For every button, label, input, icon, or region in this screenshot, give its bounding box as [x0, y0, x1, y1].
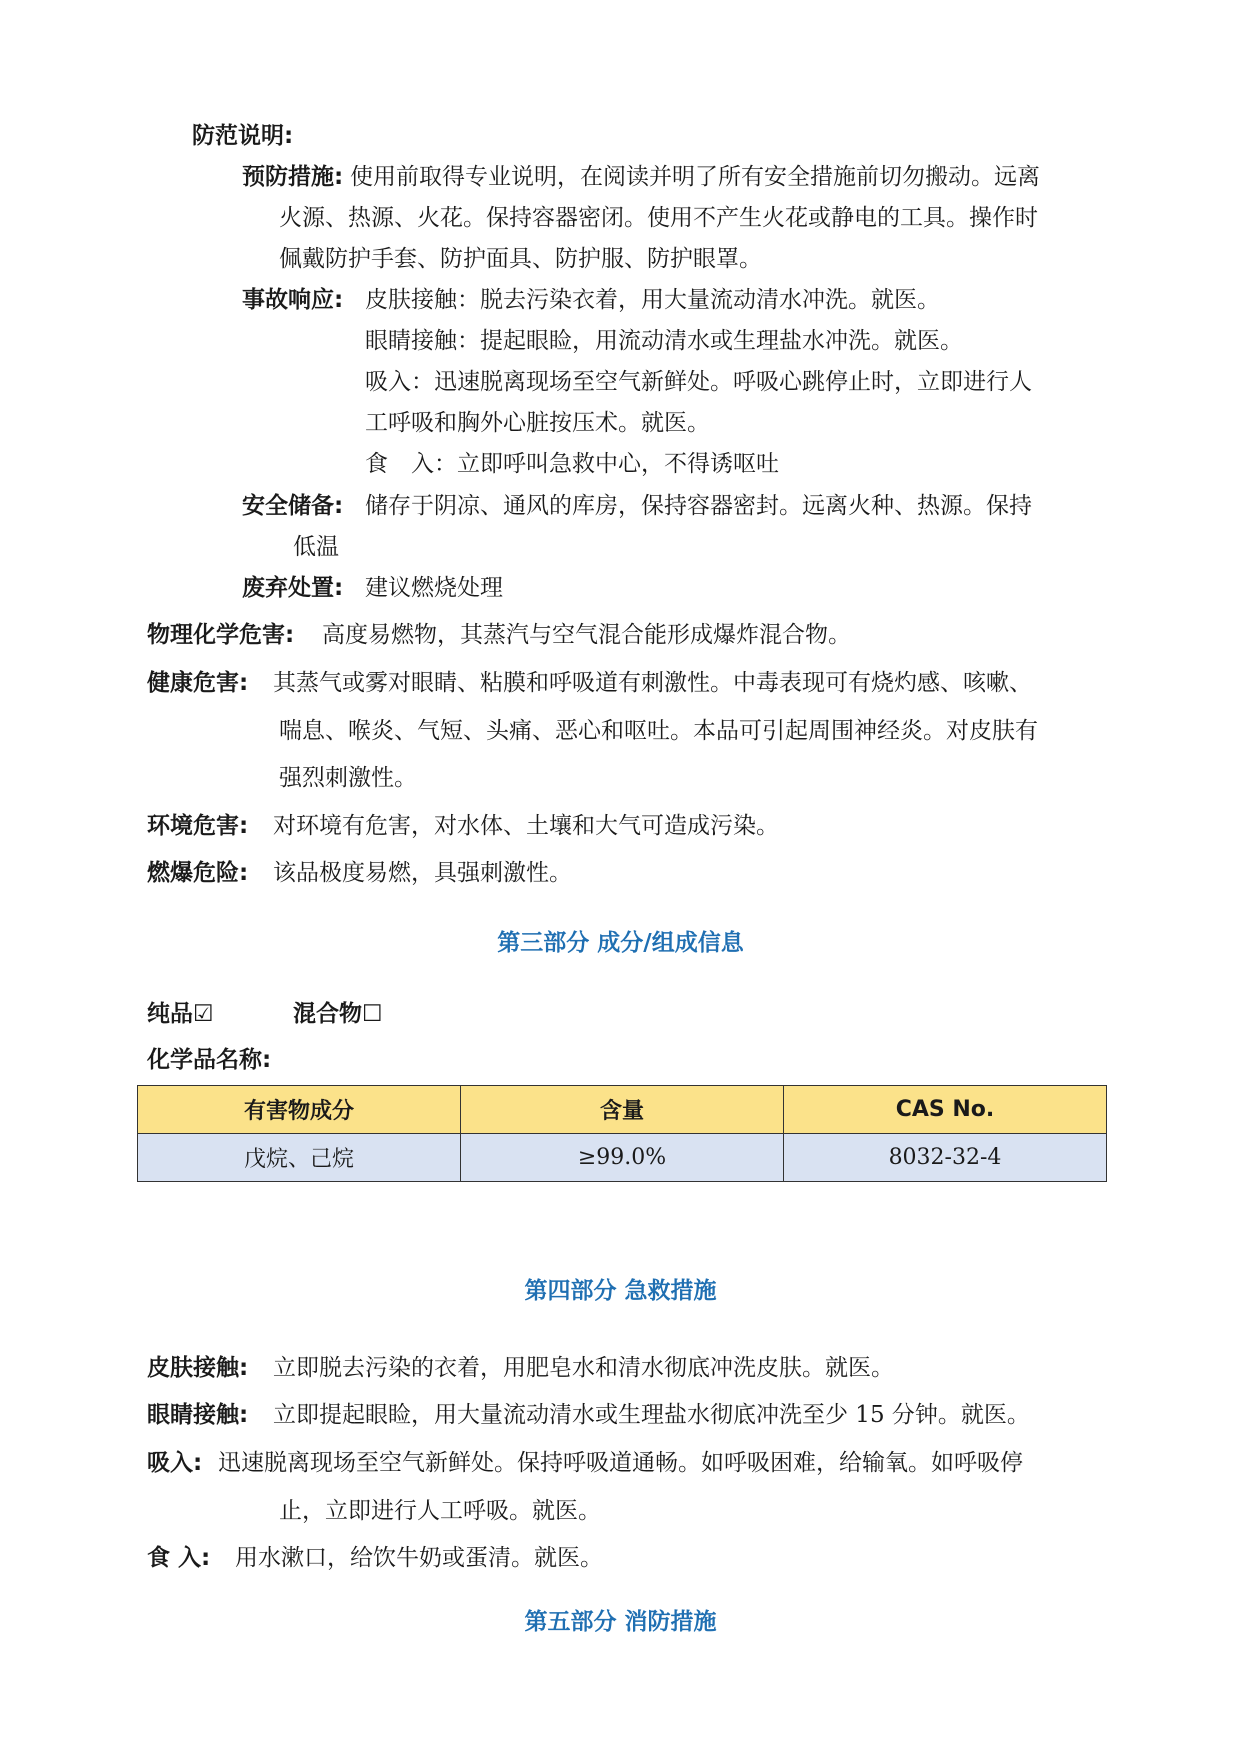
- table-header-cell: 含量: [461, 1086, 784, 1134]
- skin-contact-label: 皮肤接触:: [147, 1355, 249, 1381]
- prevention-label: 预防措施:: [242, 164, 344, 190]
- inhalation-label: 吸入:: [147, 1450, 203, 1476]
- table-header-cell: CAS No.: [784, 1086, 1107, 1134]
- response-label: 事故响应:: [242, 287, 344, 313]
- prevention-line: 使用前取得专业说明，在阅读并明了所有安全措施前切勿搬动。远离: [350, 164, 1040, 190]
- disposal-label: 废弃处置:: [242, 575, 344, 601]
- response-line: 食 入：立即呼叫急救中心，不得诱呕吐: [365, 451, 779, 477]
- table-header-cell: 有害物成分: [138, 1086, 461, 1134]
- section3-heading: 第三部分 成分/组成信息: [497, 930, 744, 956]
- section4-heading: 第四部分 急救措施: [524, 1278, 717, 1304]
- physchem-text: 高度易燃物，其蒸汽与空气混合能形成爆炸混合物。: [322, 622, 851, 648]
- response-line: 工呼吸和胸外心脏按压术。就医。: [365, 410, 710, 436]
- prevention-line: 火源、热源、火花。保持容器密闭。使用不产生火花或静电的工具。操作时: [279, 205, 1038, 231]
- response-line: 吸入：迅速脱离现场至空气新鲜处。呼吸心跳停止时，立即进行人: [365, 369, 1032, 395]
- precautions-title: 防范说明:: [192, 123, 294, 149]
- prevention-line: 佩戴防护手套、防护面具、防护服、防护眼罩。: [279, 246, 762, 272]
- table-cell: 戊烷、己烷: [138, 1134, 461, 1182]
- section5-heading: 第五部分 消防措施: [524, 1609, 717, 1635]
- composition-table: [137, 1085, 1107, 1182]
- table-row: [138, 1134, 1107, 1182]
- fire-text: 该品极度易燃，具强刺激性。: [273, 860, 572, 886]
- table-cell: 8032-32-4: [784, 1134, 1107, 1182]
- inhalation-line: 止，立即进行人工呼吸。就医。: [279, 1498, 601, 1524]
- health-label: 健康危害:: [147, 670, 249, 696]
- ingestion-label: 食 入:: [147, 1545, 211, 1571]
- env-label: 环境危害:: [147, 813, 249, 839]
- response-line: 皮肤接触：脱去污染衣着，用大量流动清水冲洗。就医。: [365, 287, 940, 313]
- disposal-text: 建议燃烧处理: [365, 575, 503, 601]
- pure-substance-label: 纯品☑: [147, 1001, 214, 1027]
- eye-contact-label: 眼睛接触:: [147, 1402, 249, 1428]
- storage-line: 低温: [293, 534, 339, 560]
- table-header-row: [138, 1086, 1107, 1134]
- mixture-label: 混合物☐: [293, 1001, 383, 1027]
- health-line: 其蒸气或雾对眼睛、粘膜和呼吸道有刺激性。中毒表现可有烧灼感、咳嗽、: [273, 670, 1032, 696]
- inhalation-line: 迅速脱离现场至空气新鲜处。保持呼吸道通畅。如呼吸困难，给输氧。如呼吸停: [218, 1450, 1023, 1476]
- chemical-name-label: 化学品名称:: [147, 1047, 272, 1073]
- response-line: 眼睛接触：提起眼睑，用流动清水或生理盐水冲洗。就医。: [365, 328, 963, 354]
- health-line: 喘息、喉炎、气短、头痛、恶心和呕吐。本品可引起周围神经炎。对皮肤有: [279, 718, 1038, 744]
- env-text: 对环境有危害，对水体、土壤和大气可造成污染。: [273, 813, 779, 839]
- eye-contact-text: 立即提起眼睑，用大量流动清水或生理盐水彻底冲洗至少 15 分钟。就医。: [273, 1402, 1030, 1428]
- storage-line: 储存于阴凉、通风的库房，保持容器密封。远离火种、热源。保持: [365, 493, 1032, 519]
- table-cell: ≥99.0%: [461, 1134, 784, 1182]
- physchem-label: 物理化学危害:: [147, 622, 295, 648]
- fire-label: 燃爆危险:: [147, 860, 249, 886]
- skin-contact-text: 立即脱去污染的衣着，用肥皂水和清水彻底冲洗皮肤。就医。: [273, 1355, 894, 1381]
- storage-label: 安全储备:: [242, 493, 344, 519]
- ingestion-text: 用水漱口，给饮牛奶或蛋清。就医。: [235, 1545, 603, 1571]
- health-line: 强烈刺激性。: [279, 765, 417, 791]
